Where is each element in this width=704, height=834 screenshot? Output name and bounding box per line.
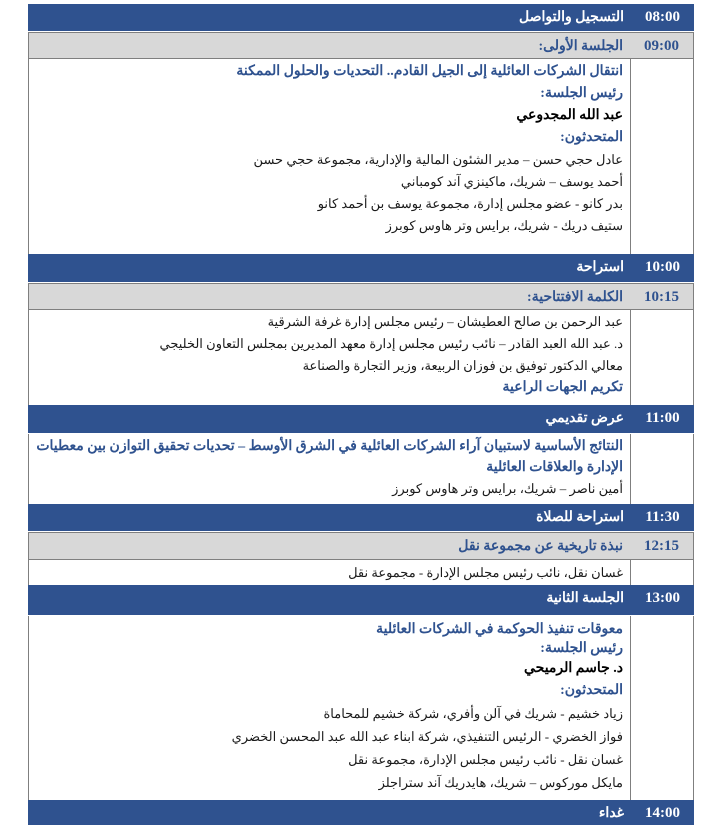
- speaker-line: ستيف دريك - شريك، برايس وتر هاوس كوبرز: [385, 218, 623, 233]
- row-title: الجلسة الثانية: [546, 591, 624, 606]
- agenda-row-session-one: [28, 32, 694, 59]
- time-cell: 11:30: [645, 509, 680, 525]
- chair-label: رئيس الجلسة:: [540, 641, 623, 656]
- time-cell: 10:00: [645, 259, 680, 275]
- agenda-row-session-two: [28, 585, 694, 616]
- agenda-row-break: [28, 254, 694, 283]
- speaker-line: أحمد يوسف – شريك، ماكينزي آند كومباني: [400, 174, 623, 189]
- row-title: غداء: [598, 806, 624, 821]
- chair-name: د. جاسم الرميحي: [523, 661, 623, 676]
- presentation-details: [28, 434, 694, 504]
- row-title: الجلسة الأولى:: [538, 39, 623, 54]
- row-title: التسجيل والتواصل: [519, 10, 624, 25]
- speaker-line: غسان نقل، نائب رئيس مجلس الإدارة - مجموعة نقل: [348, 565, 623, 580]
- agenda-table: [28, 4, 694, 826]
- speaker-line: فواز الخضري - الرئيس التنفيذي، شركة ابناء عبد الله عبد المحسن الخضري: [231, 729, 623, 744]
- opening-details: [28, 310, 694, 405]
- speakers-label: المتحدثون:: [560, 130, 623, 145]
- time-cell: 14:00: [645, 805, 680, 821]
- row-title: استراحة للصلاة: [536, 510, 624, 525]
- agenda-row-naqal-history: [28, 532, 694, 560]
- time-cell: 10:15: [644, 289, 679, 305]
- sponsors-honoring: تكريم الجهات الراعية: [502, 380, 623, 395]
- session-topic: معوقات تنفيذ الحوكمة في الشركات العائلية: [376, 622, 623, 637]
- agenda-row-prayer-break: [28, 504, 694, 532]
- speaker-line: عبد الرحمن بن صالح العطيشان – رئيس مجلس إدارة غرفة الشرقية: [267, 314, 623, 329]
- chair-label: رئيس الجلسة:: [540, 86, 623, 101]
- naqal-details: [28, 560, 694, 585]
- agenda-row-registration: [28, 4, 694, 32]
- speaker-line: غسان نقل - نائب رئيس مجلس الإدارة، مجموعة نقل: [348, 752, 623, 767]
- row-title: عرض تقديمي: [545, 411, 624, 426]
- time-cell: 11:00: [645, 410, 680, 426]
- time-cell: 13:00: [645, 590, 680, 606]
- time-cell: 09:00: [644, 38, 679, 54]
- time-cell: 12:15: [644, 538, 679, 554]
- session-one-details: [28, 59, 694, 254]
- row-title: نبذة تاريخية عن مجموعة نقل: [458, 539, 623, 554]
- time-cell: 08:00: [645, 9, 680, 25]
- speaker-line: معالي الدكتور توفيق بن فوزان الربيعة، وزير التجارة والصناعة: [302, 358, 623, 373]
- presentation-topic: النتائج الأساسية لاستبيان آراء الشركات العائلية في الشرق الأوسط – تحديات تحقيق التوازن بين معطيات الإدارة والعلاقات العائلية: [36, 439, 623, 475]
- speaker-line: زياد خشيم - شريك في آلن وأفري، شركة خشيم للمحاماة: [323, 706, 623, 721]
- speaker-line: أمين ناصر – شريك، برايس وتر هاوس كوبرز: [392, 481, 623, 496]
- row-title: استراحة: [576, 260, 624, 275]
- agenda-row-lunch: [28, 800, 694, 826]
- speaker-line: د. عبد الله العبد القادر – نائب رئيس مجلس إدارة معهد المديرين بمجلس التعاون الخليجي: [159, 336, 623, 351]
- session-topic: انتقال الشركات العائلية إلى الجيل القادم.. التحديات والحلول الممكنة: [236, 64, 623, 79]
- speaker-line: مايكل موركوس – شريك، هايدريك آند ستراجلز: [378, 775, 623, 790]
- agenda-row-opening-speech: [28, 283, 694, 310]
- speaker-line: عادل حجي حسن – مدير الشئون المالية والإدارية، مجموعة حجي حسن: [253, 152, 623, 167]
- agenda-row-presentation: [28, 405, 694, 434]
- chair-name: عبد الله المجدوعي: [516, 108, 623, 123]
- speakers-label: المتحدثون:: [560, 683, 623, 698]
- speaker-line: بدر كانو - عضو مجلس إدارة، مجموعة يوسف بن أحمد كانو: [317, 196, 623, 211]
- row-title: الكلمة الافتتاحية:: [527, 290, 623, 305]
- session-two-details: [28, 616, 694, 800]
